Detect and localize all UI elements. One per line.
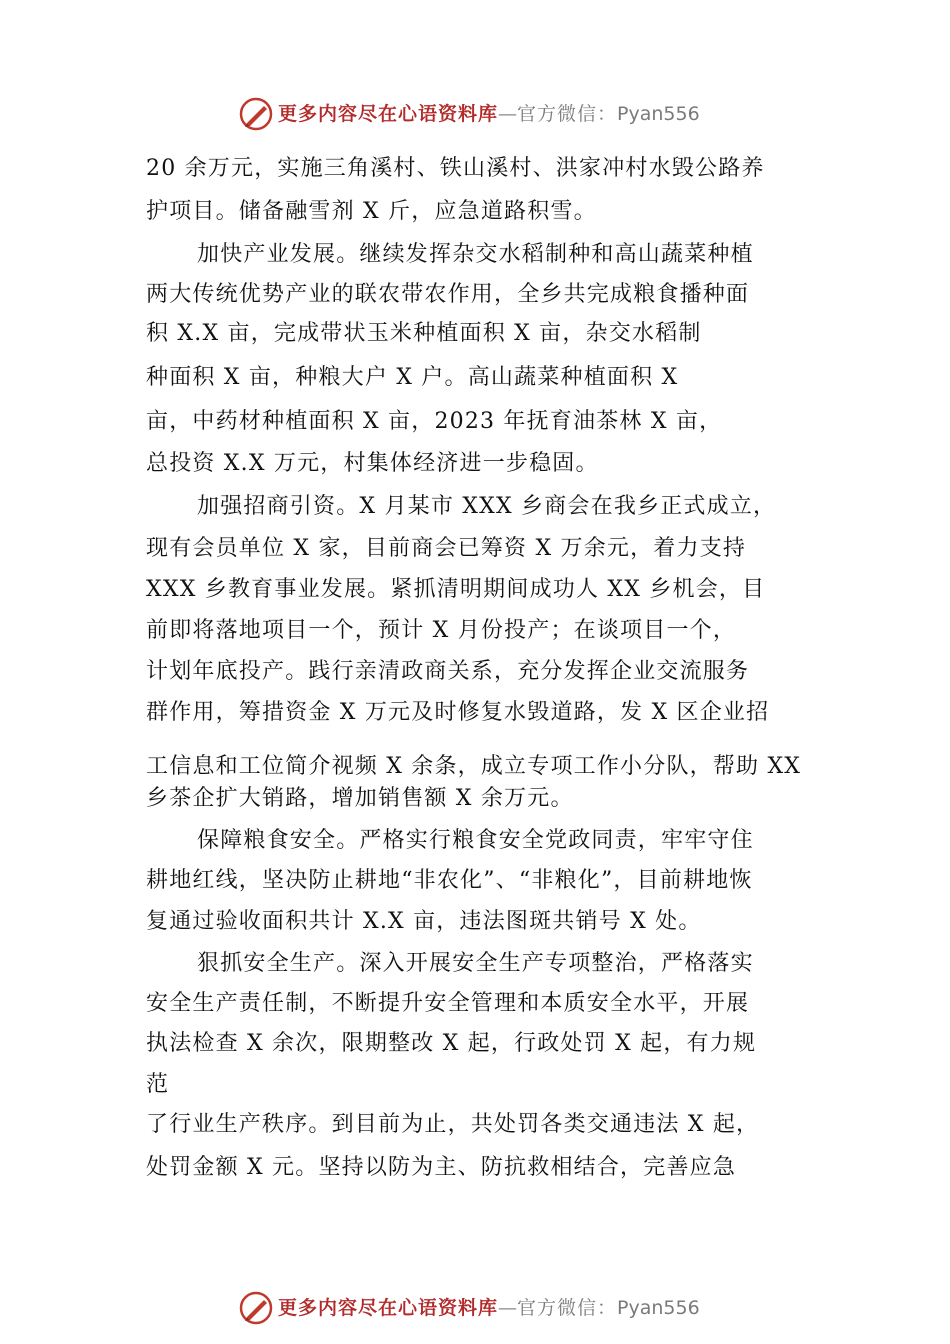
body-line: 亩，中药材种植面积 X 亩，2023 年抚育油茶林 X 亩， xyxy=(146,409,723,434)
header-brand: 更多内容尽在心语资料库 xyxy=(278,103,499,125)
header-dash: — xyxy=(498,103,518,125)
body-line: 积 X.X 亩，完成带状玉米种植面积 X 亩，杂交水稻制 xyxy=(146,321,702,346)
logo-icon xyxy=(238,1290,274,1326)
footer-account: Pyan556 xyxy=(617,1297,700,1319)
body-line: 前即将落地项目一个，预计 X 月份投产；在谈项目一个， xyxy=(146,618,737,643)
body-line: 了行业生产秩序。到目前为止，共处罚各类交通违法 X 起， xyxy=(146,1112,760,1137)
body-line: 耕地红线，坚决防止耕地“非农化”、“非粮化”，目前耕地恢 xyxy=(146,868,753,893)
body-line: 处罚金额 X 元。坚持以防为主、防抗救相结合，完善应急 xyxy=(146,1155,737,1180)
body-line: 加强招商引资。X 月某市 XXX 乡商会在我乡正式成立， xyxy=(197,494,777,519)
body-line: 群作用，筹措资金 X 万元及时修复水毁道路，发 X 区企业招 xyxy=(146,700,770,725)
body-line: 保障粮食安全。严格实行粮食安全党政同责，牢牢守住 xyxy=(197,828,754,853)
logo-icon xyxy=(238,96,274,132)
body-line: 执法检查 X 余次，限期整改 X 起，行政处罚 X 起，有力规 xyxy=(146,1031,757,1056)
body-line: 加快产业发展。继续发挥杂交水稻制种和高山蔬菜种植 xyxy=(197,242,754,267)
body-line: 总投资 X.X 万元，村集体经济进一步稳固。 xyxy=(146,451,599,476)
footer-brand: 更多内容尽在心语资料库 xyxy=(278,1297,499,1319)
footer-banner xyxy=(0,1290,950,1326)
body-line: 狠抓安全生产。深入开展安全生产专项整治，严格落实 xyxy=(197,951,754,976)
body-line: 乡茶企扩大销路，增加销售额 X 余万元。 xyxy=(146,786,574,811)
body-line: 现有会员单位 X 家，目前商会已筹资 X 万余元，着力支持 xyxy=(146,536,747,561)
body-line: 种面积 X 亩，种粮大户 X 户。高山蔬菜种植面积 X xyxy=(146,365,679,390)
body-line: 两大传统优势产业的联农带农作用，全乡共完成粮食播种面 xyxy=(146,282,750,307)
body-line: 计划年底投产。践行亲清政商关系，充分发挥企业交流服务 xyxy=(146,659,750,684)
body-line: 安全生产责任制，不断提升安全管理和本质安全水平，开展 xyxy=(146,991,750,1016)
header-text xyxy=(278,102,700,126)
footer-label: 官方微信： xyxy=(517,1297,618,1319)
header-banner xyxy=(0,96,950,132)
footer-dash: — xyxy=(498,1297,518,1319)
header-label: 官方微信： xyxy=(517,103,618,125)
header-account: Pyan556 xyxy=(617,103,700,125)
body-line: 工信息和工位简介视频 X 余条，成立专项工作小分队，帮助 XX xyxy=(146,754,802,779)
body-line: 20 余万元，实施三角溪村、铁山溪村、洪家冲村水毁公路养 xyxy=(146,156,765,181)
body-line: 护项目。储备融雪剂 X 斤，应急道路积雪。 xyxy=(146,199,597,224)
body-line: 范 xyxy=(146,1072,170,1097)
footer-text xyxy=(278,1296,700,1320)
body-line: XXX 乡教育事业发展。紧抓清明期间成功人 XX 乡机会，目 xyxy=(146,577,766,602)
body-line: 复通过验收面积共计 X.X 亩，违法图斑共销号 X 处。 xyxy=(146,909,702,934)
